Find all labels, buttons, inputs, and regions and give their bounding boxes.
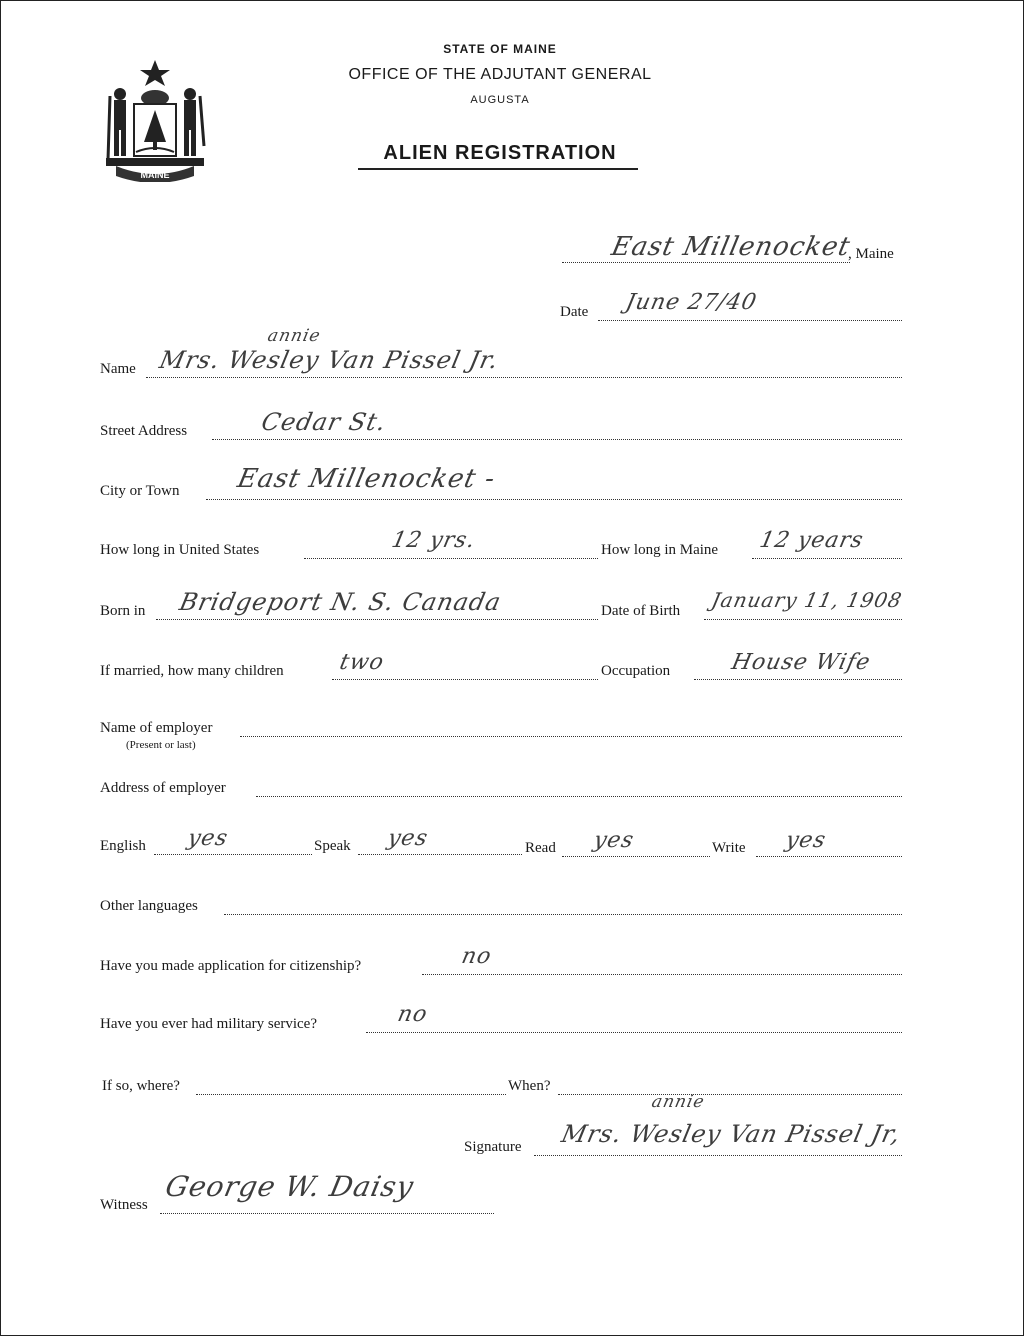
- speak-label: Speak: [314, 838, 351, 854]
- header-city: AUGUSTA: [470, 94, 530, 106]
- header-state: STATE OF MAINE: [443, 42, 557, 56]
- employer-sub: (Present or last): [126, 739, 196, 751]
- signature-above: annie: [649, 1092, 707, 1112]
- english-value: yes: [185, 826, 231, 851]
- write-label: Write: [712, 840, 746, 856]
- street-value: Cedar St.: [259, 408, 390, 436]
- citizenship-value: no: [459, 944, 495, 969]
- city-label: City or Town: [100, 483, 180, 499]
- occupation-value: House Wife: [729, 650, 873, 675]
- us-time-label: How long in United States: [100, 542, 260, 558]
- signature-label: Signature: [464, 1139, 522, 1155]
- other-languages-label: Other languages: [100, 898, 198, 914]
- military-label: Have you ever had military service?: [100, 1016, 317, 1032]
- citizenship-label: Have you made application for citizenship?: [100, 958, 362, 974]
- write-value: yes: [783, 828, 829, 853]
- children-label: If married, how many children: [100, 663, 284, 679]
- dob-value: January 11, 1908: [709, 588, 905, 612]
- born-label: Born in: [100, 603, 146, 619]
- us-time-value: 12 yrs.: [389, 528, 478, 553]
- witness-label: Witness: [100, 1197, 148, 1213]
- title-underline: [358, 168, 638, 170]
- date-label: Date: [560, 304, 589, 320]
- read-value: yes: [591, 828, 637, 853]
- header-office: OFFICE OF THE ADJUTANT GENERAL: [348, 66, 652, 83]
- name-value: Mrs. Wesley Van Pissel Jr.: [157, 346, 502, 374]
- read-label: Read: [525, 840, 556, 856]
- dob-label: Date of Birth: [601, 603, 681, 619]
- svg-text:MAINE: MAINE: [140, 170, 170, 180]
- children-value: two: [337, 650, 387, 675]
- military-value: no: [395, 1002, 431, 1027]
- maine-time-label: How long in Maine: [601, 542, 719, 558]
- form-title: ALIEN REGISTRATION: [383, 142, 617, 164]
- when-label: When?: [508, 1078, 551, 1094]
- occupation-label: Occupation: [601, 663, 671, 679]
- employer-label: Name of employer: [100, 720, 213, 736]
- city-value: East Millenocket -: [234, 464, 499, 494]
- witness-value: George W. Daisy: [162, 1170, 418, 1203]
- speak-value: yes: [385, 826, 431, 851]
- street-label: Street Address: [100, 423, 188, 439]
- name-label: Name: [100, 361, 136, 377]
- employer-address-label: Address of employer: [100, 780, 226, 796]
- where-label: If so, where?: [102, 1078, 180, 1094]
- maine-state-seal: [100, 56, 210, 182]
- date-value: June 27/40: [623, 290, 760, 315]
- signature-value: Mrs. Wesley Van Pissel Jr,: [559, 1120, 904, 1148]
- place-value: East Millenocket: [608, 232, 854, 262]
- name-above: annie: [265, 326, 323, 346]
- place-suffix: , Maine: [848, 246, 894, 262]
- born-value: Bridgeport N. S. Canada: [177, 588, 504, 616]
- maine-time-value: 12 years: [757, 528, 867, 553]
- english-label: English: [100, 838, 146, 854]
